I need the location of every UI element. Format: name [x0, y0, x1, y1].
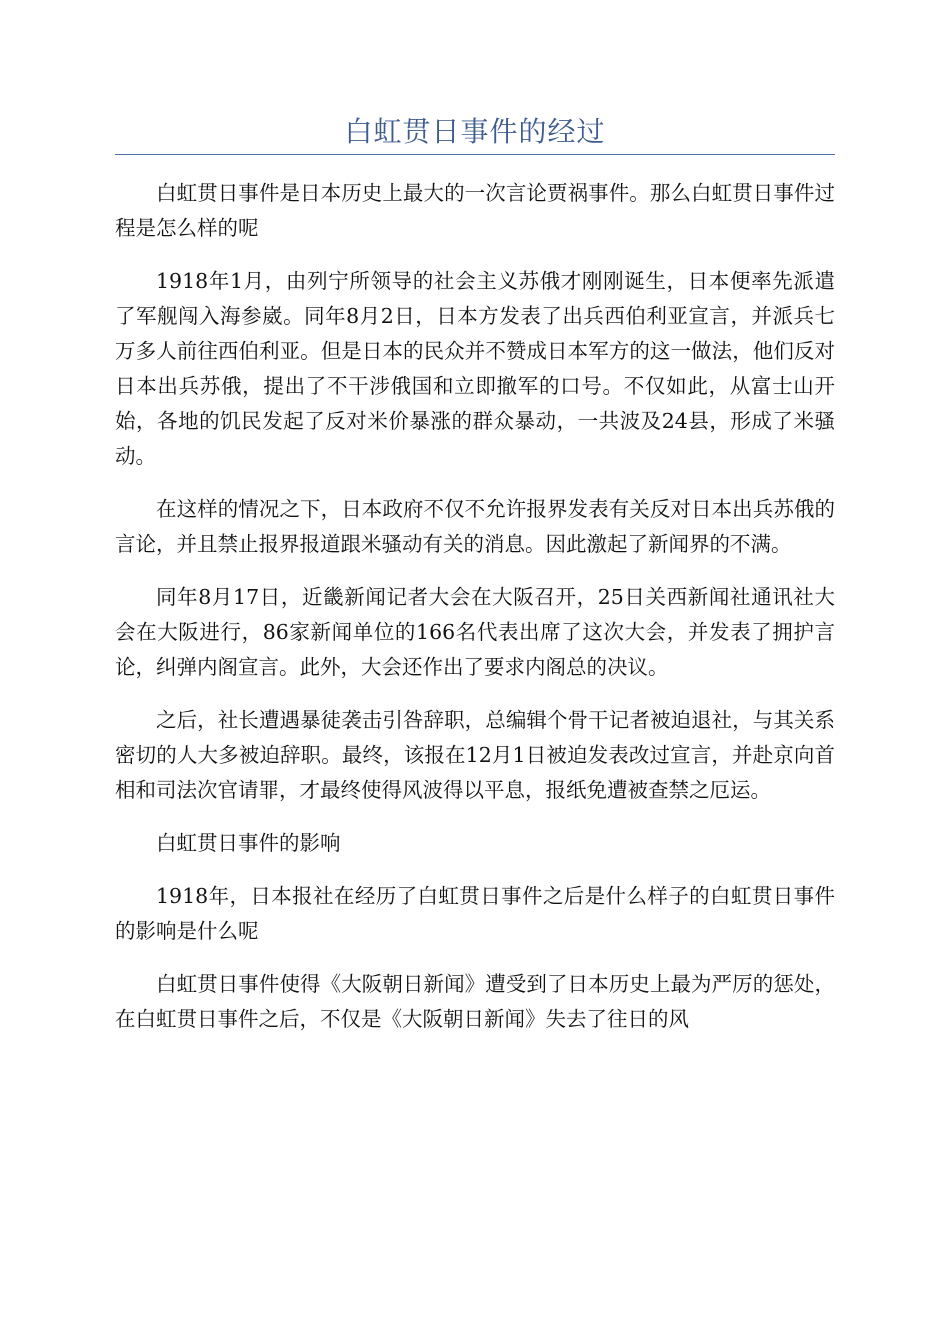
paragraph-5: 之后，社长遭遇暴徒袭击引咎辞职，总编辑个骨干记者被迫退社，与其关系密切的人大多被迫辞职。最终，该报在12月1日被迫发表改过宣言，并赴京向首相和司法次官请罪，才最终使得风波得以平息，报纸免遭被查禁之厄运。 [115, 708, 835, 802]
paragraph-3: 在这样的情况之下，日本政府不仅不允许报界发表有关反对日本出兵苏俄的言论，并且禁止报界报道跟米骚动有关的消息。因此激起了新闻界的不满。 [115, 497, 835, 556]
title-underline [115, 154, 835, 155]
paragraph-2: 1918年1月，由列宁所领导的社会主义苏俄才刚刚诞生，日本便率先派遣了军舰闯入海参崴。同年8月2日，日本方发表了出兵西伯利亚宣言，并派兵七万多人前往西伯利亚。但是日本的民众并不赞成日本军方的这一做法，他们反对日本出兵苏俄，提出了不干涉俄国和立即撤军的口号。不仅如此，从富士山开始，各地的饥民发起了反对米价暴涨的群众暴动，一共波及24县，形成了米骚动。 [115, 269, 835, 468]
document-body [115, 176, 835, 1055]
paragraph-7: 白虹贯日事件使得《大阪朝日新闻》遭受到了日本历史上最为严厉的惩处，在白虹贯日事件之后，不仅是《大阪朝日新闻》失去了往日的风 [115, 972, 835, 1031]
paragraph-6: 1918年，日本报社在经历了白虹贯日事件之后是什么样子的白虹贯日事件的影响是什么呢 [115, 884, 835, 943]
section-heading-influence: 白虹贯日事件的影响 [156, 831, 341, 855]
paragraph-4: 同年8月17日，近畿新闻记者大会在大阪召开，25日关西新闻社通讯社大会在大阪进行，86家新闻单位的166名代表出席了这次大会，并发表了拥护言论，纠弹内阁宣言。此外，大会还作出了要求内阁总的决议。 [115, 585, 835, 679]
document-title: 白虹贯日事件的经过 [344, 115, 606, 148]
paragraph-1: 白虹贯日事件是日本历史上最大的一次言论贾祸事件。那么白虹贯日事件过程是怎么样的呢 [115, 181, 835, 240]
